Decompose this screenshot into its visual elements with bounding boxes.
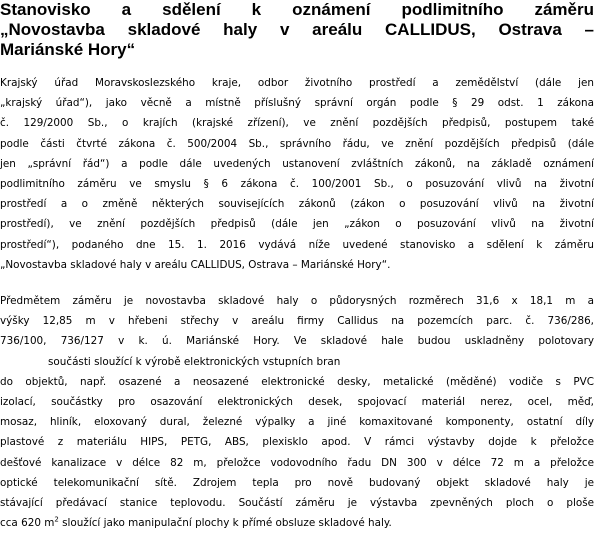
paragraph-line: č. 129/2000 Sb., o krajích (krajské zřízení), ve znění pozdějších předpisů, postupem také xyxy=(0,117,594,130)
paragraph-line: prostředí“), podaného dne 15. 1. 2016 vydává níže uvedené stanovisko a sdělení k záměru xyxy=(0,238,594,251)
superscript-exponent: 2 xyxy=(54,515,59,524)
intro-paragraph xyxy=(0,73,594,275)
title-line: Stanovisko a sdělení k oznámení podlimitního záměru xyxy=(0,0,594,19)
paragraph-line: izolací, součástky pro osazování elektronických desek, spojovací materiál nerez, ocel, měď, xyxy=(0,395,594,408)
paragraph-line: 736/100, 736/127 v k. ú. Mariánské Hory. Ve skladové hale budou uskladněny polotovary xyxy=(0,335,594,348)
paragraph-line: „krajský úřad“), jako věcně a místně příslušný správní orgán podle § 29 odst. 1 zákona xyxy=(0,97,594,110)
paragraph-line: podlimitního záměru ve smyslu § 6 zákona č. 100/2001 Sb., o posuzování vlivů na životní xyxy=(0,177,594,190)
paragraph-line: mosaz, hliník, eloxovaný dural, železné výpalky a jiné komaxitované komponenty, ostatní díly xyxy=(0,416,594,429)
paragraph-line: dešťové kanalizace v délce 82 m, přeložce vodovodního řadu DN 300 v délce 72 m a přeložce xyxy=(0,456,594,469)
paragraph-line: součásti sloužící k výrobě elektronických vstupních bran xyxy=(48,355,341,368)
paragraph-line xyxy=(0,513,594,533)
paragraph-line: optické telekomunikační sítě. Zdrojem tepla pro nově budovaný objekt skladové haly je xyxy=(0,476,594,489)
paragraph-line: stávající předávací stanice teplovodu. Součástí záměru je výstavba zpevněných ploch o ploše xyxy=(0,496,594,509)
paragraph-line: jen „správní řád“) a podle dále uvedených ustanovení zvláštních zákonů, na základě oznámení xyxy=(0,157,594,170)
title-line: Mariánské Hory“ xyxy=(0,40,136,59)
paragraph-line: podle části čtvrté zákona č. 500/2004 Sb., správního řádu, ve znění pozdějších předpisů (dále xyxy=(0,137,594,150)
paragraph-line: plastové z materiálu HIPS, PETG, ABS, plexisklo apod. V rámci výstavby dojde k přeložce xyxy=(0,436,594,449)
paragraph-line: do objektů, např. osazené a neosazené elektronické desky, metalické (měděné) vodiče s PVC xyxy=(0,375,594,388)
paragraph-line: výšky 12,85 m v hřebeni střechy v areálu firmy Callidus na pozemcích parc. č. 736/286, xyxy=(0,315,594,328)
area-tail: sloužící jako manipulační plochy k přímé obsluze skladové haly. xyxy=(58,517,392,530)
area-value: cca 620 m xyxy=(0,517,55,530)
paragraph-line: prostředí a o změně některých souvisejících zákonů (zákon o posuzování vlivů na životní xyxy=(0,198,594,211)
title-line: „Novostavba skladové haly v areálu CALLIDUS, Ostrava – xyxy=(0,20,594,39)
paragraph-line: „Novostavba skladové haly v areálu CALLIDUS, Ostrava – Mariánské Hory“. xyxy=(0,258,391,271)
paragraph-line: Předmětem záměru je novostavba skladové haly o půdorysných rozměrech 31,6 x 18,1 m a xyxy=(0,295,594,307)
paragraph-line: prostředí), ve znění pozdějších předpisů (dále jen „zákon o posuzování vlivů na životní xyxy=(0,218,594,231)
document-title xyxy=(0,0,594,60)
project-description-paragraph xyxy=(0,291,594,533)
paragraph-line: Krajský úřad Moravskoslezského kraje, odbor životního prostředí a zemědělství (dále jen xyxy=(0,77,594,89)
